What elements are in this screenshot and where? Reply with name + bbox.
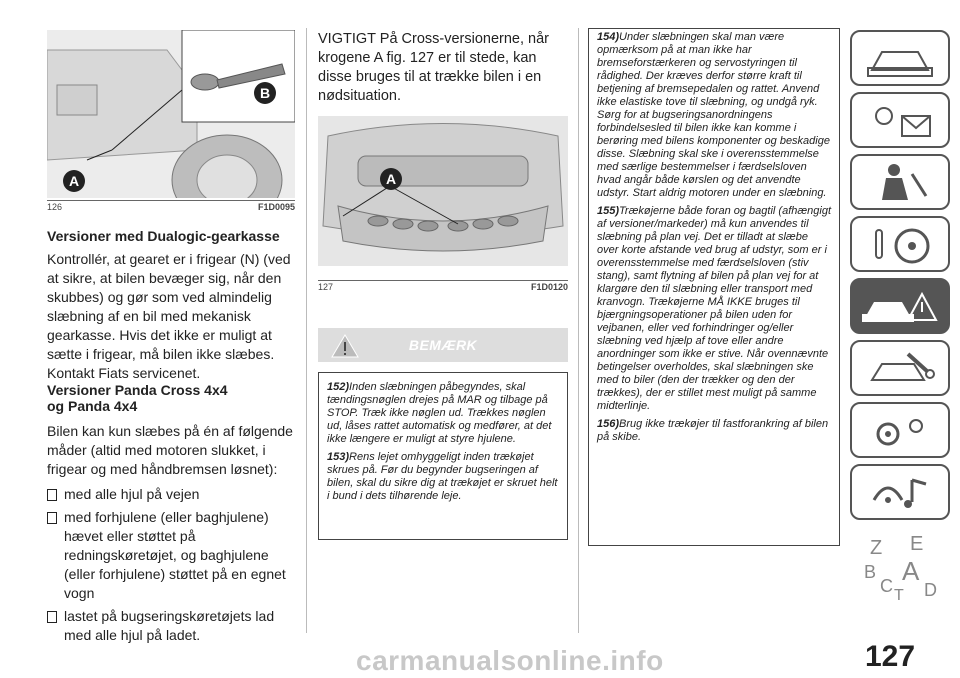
body-paragraph: Bilen kan kun slæbes på én af følgende måder (altid med motoren slukket, i frigear og med håndbremsen løsnet): [47,423,293,477]
figure-code: F1D0095 [257,202,295,212]
body-paragraph: Kontrollér, at gearet er i frigear (N) (ved at sikre, at bilen bevæger sig, når den skubbes) og gør som ved almindelig slæbning af en bil med mekanisk gearkasse. Hvis det ikke er muligt at sætte i frigear, må bilen ikke slæbes. Kontakt Fiats servicenet. [47,251,291,381]
index-letter: C [880,576,893,596]
column-divider [578,28,579,633]
warning-lights-icon [852,94,948,146]
front-car-illustration [318,116,568,266]
figure-code: F1D0120 [530,282,568,292]
note-number: 155) [597,205,620,217]
figure-127-caption [318,280,568,292]
technical-data-icon [852,404,948,456]
sidebar-item-emergency[interactable] [850,278,950,334]
checkbox-bullet-icon [47,489,57,501]
note-text: Under slæbningen skal man være opmærksom på at man ikke har bremseforstærkeren og servostyringen til rådighed. Der kræves derfor større kraft til betjening af bremsepedalen og rattet. Anvend ikke elastiske tove til slæbning, og undgå ryk. Sørg for at bugseringsanordningens forbindelsesled til bilen ikke kan komme i berøring med bilens komponenter og beskadige disse. Slæbning skal ske i overensstemmelse med særlige bestemmelser i færdselsloven hvad angår både kørslen og det anvendte udstyr. Start aldrig motoren under en slæbning. [597,31,830,199]
note-number: 154) [597,31,620,43]
note-text: Brug ikke trækøjer til fastforankring af bilen på skibe. [597,418,829,443]
note-number: 156) [597,418,620,430]
note-item [327,451,559,503]
multimedia-icon [852,466,948,518]
heading-line: Versioner Panda Cross 4x4 [47,382,228,398]
sidebar-item-maintenance[interactable] [850,340,950,396]
rear-car-illustration [47,30,295,198]
intro-paragraph [318,30,568,112]
figure-number: 126 [47,202,63,212]
index-letter: E [910,533,924,555]
note-header [318,328,568,362]
checkbox-bullet-icon [47,611,57,623]
list-item-text: med alle hjul på vejen [64,486,200,502]
alphabetical-index-icon [850,526,946,602]
heading-dualogic: Versioner med Dualogic-gearkasse [47,228,280,244]
note-item [327,381,559,446]
list-item [47,485,299,504]
figure-126-caption [47,200,295,212]
heading-cross-4x4 [47,382,302,414]
callout-a: A [380,168,402,190]
index-letter: B [864,562,877,582]
emergency-breakdown-icon [852,280,948,332]
sidebar-item-dashboard[interactable] [850,30,950,86]
note-text: Trækøjerne både foran og bagtil (afhængigt af versioner/markeder) må kun anvendes til slæbning på plan vej. Det er tilladt at slæbe over korte afstande ved brug af udstyr, som er i overensstemmelse med færdselsloven (stiv stang), samt flytning af bilen på plan vej for at klargøre den til slæbning eller transport med kranvogn. Trækøjerne MÅ IKKE bruges til bjærgningsoperationer på bilen uden for vejbanen, eller ved forhindringer og/eller slæbning ved hjælp af tove eller andre anordninger som ikke er stive. Når ovennævnte betingelser overholdes, skal slæbningen ske med to biler (den der trækker og den der trækkes), der er stillet mest muligt på samme midterlinje. [597,205,832,412]
column-divider [306,28,307,633]
note-text: Rens lejet omhyggeligt inden trækøjet skrues på. Før du begynder bugseringen af bilen, skal du sikre dig at trækøjet er skruet helt i bund i dets tilhørende leje. [327,451,558,502]
steering-start-icon [852,218,948,270]
sidebar-item-starting-driving[interactable] [850,216,950,272]
note-title: BEMÆRK [408,337,478,353]
sidebar-item-safety[interactable] [850,154,950,210]
index-letter: T [894,587,904,602]
checkbox-bullet-icon [47,512,57,524]
list-item [47,508,299,603]
car-dashboard-icon [852,32,948,84]
figure-number: 127 [318,282,334,292]
list-item [47,607,299,645]
index-letter: A [902,556,920,586]
note-box-left [318,372,568,540]
page-number: 127 [865,640,916,673]
list-item-text: med forhjulene (eller baghjulene) hævet eller støttet på redningskøretøjet, og baghjulene (eller forhjulene) støttet på en egnet vogn [64,509,286,601]
note-item [597,418,831,444]
sidebar-item-multimedia[interactable] [850,464,950,520]
note-text: Inden slæbningen påbegyndes, skal tændingsnøglen drejes på MAR og tilbage på STOP. Træk ikke nøglen ud. Trækkes nøglen ud, låses rattet automatisk og medfører, at det ikke længere er muligt at styre hjulene. [327,381,552,445]
body-paragraph: VIGTIGT På Cross-versionerne, når krogene A fig. 127 er til stede, kan disse bruges til at trække bilen i en nødsituation. [318,31,550,104]
note-number: 152) [327,381,350,393]
note-item [597,205,831,413]
maintenance-wrench-icon [852,342,948,394]
callout-a: A [63,170,85,192]
watermark: carmanualsonline.info [356,645,664,676]
note-number: 153) [327,451,350,463]
sidebar-item-warning-lights[interactable] [850,92,950,148]
towing-options [47,422,299,649]
sidebar-item-technical-data[interactable] [850,402,950,458]
index-letter: Z [870,537,883,559]
airbag-safety-icon [852,156,948,208]
sidebar-item-index[interactable] [850,526,950,606]
note-box-right [588,28,840,546]
note-item [597,31,831,200]
index-letter: D [924,580,937,600]
figure-127-front-tow-hooks [318,116,568,266]
figure-126-rear-tow-hook [47,30,295,198]
paragraph-dualogic [47,250,299,389]
list-item-text: lastet på bugseringskøretøjets lad med alle hjul på ladet. [64,608,275,643]
callout-b: B [254,82,276,104]
heading-line: og Panda 4x4 [47,398,138,414]
